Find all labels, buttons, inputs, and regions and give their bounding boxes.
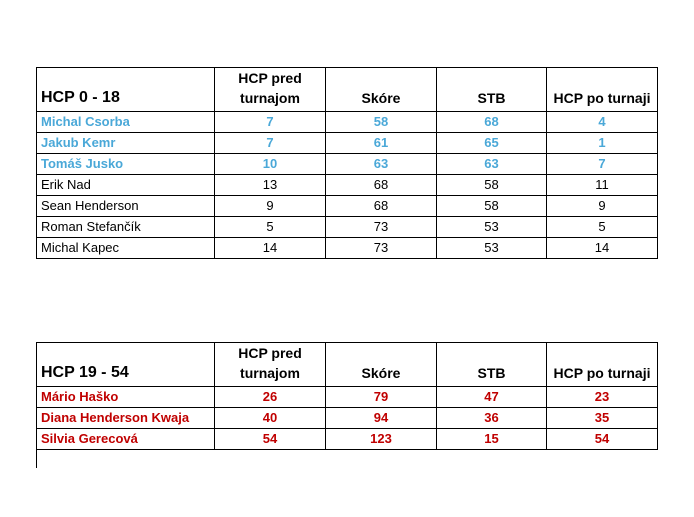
player-name-cell: Erik Nad [37, 175, 215, 196]
table-row [37, 217, 658, 238]
stb-cell: 68 [437, 112, 547, 133]
skore-cell: 61 [326, 133, 437, 154]
hcp-pred-cell: 26 [215, 387, 326, 408]
skore-cell: 63 [326, 154, 437, 175]
hcp-po-cell: 23 [547, 387, 658, 408]
table-row [37, 133, 658, 154]
skore-cell: 73 [326, 238, 437, 259]
hcp-po-cell: 54 [547, 429, 658, 450]
hcp-pred-cell: 54 [215, 429, 326, 450]
table-row [37, 154, 658, 175]
group-title: HCP 19 - 54 [37, 343, 215, 387]
hcp-pred-cell: 7 [215, 112, 326, 133]
hcp-po-cell: 4 [547, 112, 658, 133]
skore-cell: 94 [326, 408, 437, 429]
stb-cell: 58 [437, 196, 547, 217]
table-row [37, 238, 658, 259]
skore-cell: 73 [326, 217, 437, 238]
header-hcp-pred: HCP pred turnajom [215, 343, 326, 387]
hcp-pred-cell: 9 [215, 196, 326, 217]
stb-cell: 36 [437, 408, 547, 429]
results-table-hcp-19-54 [36, 342, 658, 450]
hcp-po-cell: 7 [547, 154, 658, 175]
hcp-po-cell: 35 [547, 408, 658, 429]
table-row [37, 387, 658, 408]
stb-cell: 58 [437, 175, 547, 196]
hcp-po-cell: 14 [547, 238, 658, 259]
header-hcp-pred: HCP pred turnajom [215, 68, 326, 112]
header-skore: Skóre [326, 343, 437, 387]
hcp-pred-cell: 40 [215, 408, 326, 429]
table-row [37, 408, 658, 429]
stb-cell: 63 [437, 154, 547, 175]
stb-cell: 65 [437, 133, 547, 154]
player-name-cell: Michal Kapec [37, 238, 215, 259]
hcp-po-cell: 5 [547, 217, 658, 238]
player-name-cell: Sean Henderson [37, 196, 215, 217]
hcp-po-cell: 9 [547, 196, 658, 217]
results-table-hcp-0-18 [36, 67, 658, 259]
skore-cell: 123 [326, 429, 437, 450]
header-stb: STB [437, 343, 547, 387]
table-row [37, 112, 658, 133]
table-row [37, 429, 658, 450]
cell-border-fragment [36, 449, 37, 468]
table-header-row [37, 68, 658, 112]
header-stb: STB [437, 68, 547, 112]
stb-cell: 53 [437, 238, 547, 259]
hcp-pred-cell: 13 [215, 175, 326, 196]
player-name-cell: Michal Csorba [37, 112, 215, 133]
skore-cell: 68 [326, 196, 437, 217]
header-hcp-po: HCP po turnaji [547, 68, 658, 112]
player-name-cell: Diana Henderson Kwaja [37, 408, 215, 429]
stb-cell: 47 [437, 387, 547, 408]
hcp-pred-cell: 14 [215, 238, 326, 259]
table-row [37, 196, 658, 217]
stb-cell: 15 [437, 429, 547, 450]
hcp-pred-cell: 5 [215, 217, 326, 238]
player-name-cell: Jakub Kemr [37, 133, 215, 154]
stb-cell: 53 [437, 217, 547, 238]
group-title: HCP 0 - 18 [37, 68, 215, 112]
hcp-pred-cell: 10 [215, 154, 326, 175]
skore-cell: 68 [326, 175, 437, 196]
skore-cell: 58 [326, 112, 437, 133]
header-hcp-po: HCP po turnaji [547, 343, 658, 387]
header-skore: Skóre [326, 68, 437, 112]
skore-cell: 79 [326, 387, 437, 408]
hcp-pred-cell: 7 [215, 133, 326, 154]
player-name-cell: Roman Stefančík [37, 217, 215, 238]
player-name-cell: Mário Haško [37, 387, 215, 408]
hcp-po-cell: 11 [547, 175, 658, 196]
player-name-cell: Silvia Gerecová [37, 429, 215, 450]
table-header-row [37, 343, 658, 387]
player-name-cell: Tomáš Jusko [37, 154, 215, 175]
hcp-po-cell: 1 [547, 133, 658, 154]
table-row [37, 175, 658, 196]
